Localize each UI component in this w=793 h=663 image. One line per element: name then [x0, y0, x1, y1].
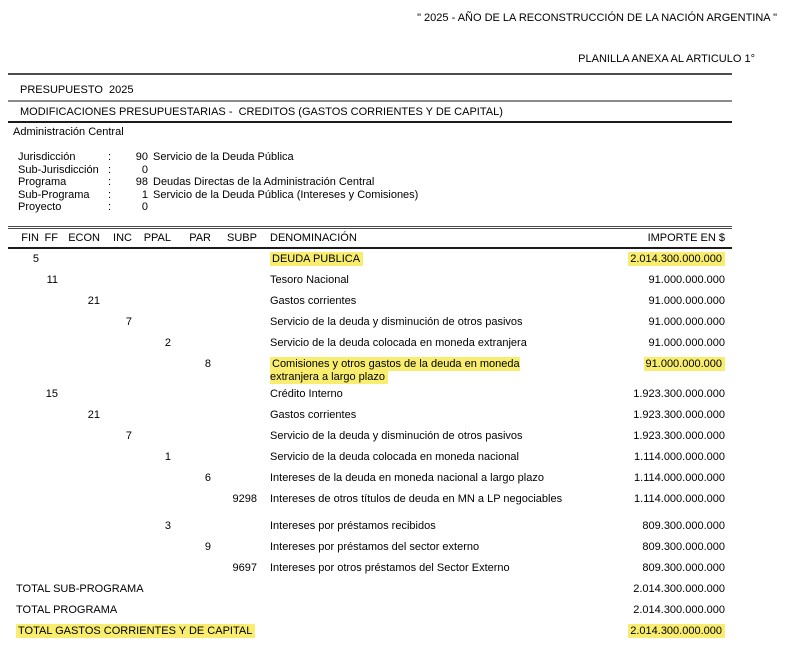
cell-ff: 15: [45, 388, 58, 400]
metadata-value: [148, 164, 658, 177]
cell-subp: [211, 358, 257, 388]
table-row: [8, 337, 732, 358]
cell-ff: [39, 337, 58, 358]
cell-fin: [8, 274, 39, 295]
year-motto: " 2025 - AÑO DE LA RECONSTRUCCIÓN DE LA NACIÓN ARGENTINA ": [417, 12, 777, 24]
cell-denominacion: [257, 409, 625, 430]
cell-inc: [100, 472, 132, 493]
cell-fin: [8, 430, 39, 451]
metadata-label: Programa: [18, 176, 67, 188]
cell-importe: [625, 493, 732, 514]
cell-ppal: [132, 316, 171, 337]
column-header-denominacion: DENOMINACIÓN: [270, 232, 357, 244]
metadata-row: [18, 189, 658, 202]
importe-value: 809.300.000.000: [642, 520, 725, 532]
metadata-separator: :: [108, 201, 112, 213]
table-row: [8, 295, 732, 316]
total-label-text: TOTAL SUB-PROGRAMA: [16, 583, 144, 595]
table-header-rule: [8, 247, 732, 249]
cell-par: [171, 430, 211, 451]
cell-denominacion: [257, 472, 625, 493]
denominacion-text: Gastos corrientes: [270, 295, 357, 307]
cell-subp: [211, 337, 257, 358]
cell-ff: [39, 451, 58, 472]
column-header-fin: FIN: [21, 232, 39, 244]
table-header-row: [8, 229, 732, 247]
budget-title: PRESUPUESTO 2025: [20, 84, 134, 96]
cell-par: 9: [204, 541, 211, 553]
cell-ppal: 2: [164, 337, 171, 349]
total-label: [8, 583, 625, 604]
cell-inc: [100, 274, 132, 295]
cell-importe: [625, 253, 732, 274]
cell-par: 6: [204, 472, 211, 484]
importe-value: 1.114.000.000.000: [634, 472, 725, 484]
metadata-label: Sub-Jurisdicción: [18, 163, 99, 176]
column-header-par: PAR: [189, 232, 211, 244]
denominacion-text: Intereses por préstamos del sector externo: [270, 541, 480, 553]
cell-subp: [211, 409, 257, 430]
cell-inc: 7: [125, 316, 132, 328]
cell-inc: [100, 562, 132, 583]
cell-denominacion: [257, 316, 625, 337]
cell-importe: [625, 430, 732, 451]
cell-fin: [8, 472, 39, 493]
cell-importe: [625, 541, 732, 562]
cell-denominacion: [257, 541, 625, 562]
metadata-code: 0: [141, 201, 148, 213]
cell-inc: [100, 541, 132, 562]
cell-subp: [211, 253, 257, 274]
metadata-value: Servicio de la Deuda Pública: [153, 151, 294, 163]
cell-ppal: [132, 253, 171, 274]
metadata-separator: :: [108, 163, 112, 176]
cell-fin: [8, 541, 39, 562]
cell-ff: [39, 520, 58, 541]
cell-denominacion: [257, 358, 557, 388]
cell-fin: [8, 295, 39, 316]
cell-par: [171, 451, 211, 472]
cell-ppal: 3: [164, 520, 171, 532]
cell-ff: 11: [46, 274, 58, 286]
denominacion-text: Gastos corrientes: [270, 409, 357, 421]
cell-inc: [100, 493, 132, 514]
total-label: [8, 604, 625, 625]
metadata-separator: :: [108, 151, 112, 163]
table-row: [8, 451, 732, 472]
importe-value: 1.114.000.000.000: [634, 493, 725, 505]
cell-denominacion: [257, 493, 625, 514]
metadata-label: Jurisdicción: [18, 151, 76, 163]
importe-value: 91.000.000.000: [648, 274, 725, 286]
cell-econ: [58, 253, 100, 274]
table-row: [8, 562, 732, 583]
annex-title: PLANILLA ANEXA AL ARTICULO 1°: [578, 53, 755, 65]
metadata-separator: :: [108, 176, 112, 188]
cell-inc: [100, 358, 132, 388]
metadata-row: [18, 151, 658, 164]
importe-value: 1.923.300.000.000: [633, 388, 725, 400]
cell-par: [171, 493, 211, 514]
cell-inc: [100, 337, 132, 358]
cell-par: 8: [204, 358, 211, 370]
cell-par: [171, 337, 211, 358]
cell-ppal: [132, 493, 171, 514]
cell-econ: [58, 430, 100, 451]
cell-denominacion: [257, 451, 625, 472]
table-row: [8, 274, 732, 295]
denominacion-text: Servicio de la deuda colocada en moneda extranjera: [270, 337, 527, 349]
metadata-row: [18, 176, 658, 189]
cell-par: [171, 520, 211, 541]
cell-importe: [625, 409, 732, 430]
column-header-ff: FF: [44, 232, 58, 244]
denominacion-text: DEUDA PUBLICA: [270, 252, 363, 266]
cell-ff: [39, 430, 58, 451]
cell-ppal: [132, 472, 171, 493]
cell-fin: [8, 451, 39, 472]
column-header-ppal: PPAL: [143, 232, 171, 244]
cell-fin: [8, 316, 39, 337]
cell-par: [171, 253, 211, 274]
cell-fin: [8, 409, 39, 430]
cell-inc: [100, 451, 132, 472]
cell-subp: [211, 388, 257, 409]
importe-value: 91.000.000.000: [648, 316, 725, 328]
metadata-row: [18, 201, 658, 214]
importe-value: 2.014.300.000.000: [633, 583, 725, 595]
metadata-row: [18, 164, 658, 177]
cell-ff: [39, 358, 58, 388]
cell-subp: [211, 316, 257, 337]
cell-subp: [211, 472, 257, 493]
table-row: [8, 493, 732, 514]
cell-ff: [39, 253, 58, 274]
cell-ppal: [132, 430, 171, 451]
cell-econ: [58, 520, 100, 541]
cell-econ: [58, 541, 100, 562]
cell-importe: [625, 520, 732, 541]
cell-ff: [39, 295, 58, 316]
cell-subp: [211, 295, 257, 316]
cell-ff: [39, 562, 58, 583]
cell-denominacion: [257, 388, 625, 409]
cell-econ: [58, 451, 100, 472]
metadata-label: Proyecto: [18, 201, 62, 213]
cell-par: [171, 562, 211, 583]
cell-denominacion: [257, 520, 625, 541]
metadata-code: 0: [141, 163, 148, 176]
denominacion-text: Servicio de la deuda colocada en moneda nacional: [270, 451, 519, 463]
table-row: [8, 409, 732, 430]
cell-par: [171, 274, 211, 295]
cell-importe: [625, 388, 732, 409]
cell-fin: [8, 337, 39, 358]
cell-subp: 9298: [232, 493, 257, 505]
cell-denominacion: [257, 274, 625, 295]
cell-inc: [100, 409, 132, 430]
horizontal-rule: [8, 73, 732, 75]
total-label-text: TOTAL GASTOS CORRIENTES Y DE CAPITAL: [16, 624, 255, 638]
cell-ppal: [132, 541, 171, 562]
section-title: MODIFICACIONES PRESUPUESTARIAS - CREDITOS (GASTOS CORRIENTES Y DE CAPITAL): [20, 106, 503, 118]
metadata-value: [148, 201, 658, 214]
table-row: [8, 316, 732, 337]
cell-econ: 21: [87, 295, 100, 307]
denominacion-text: Tesoro Nacional: [270, 274, 349, 286]
cell-ppal: [132, 295, 171, 316]
metadata-code: 98: [135, 176, 148, 188]
total-label: [8, 625, 625, 646]
importe-value: 1.923.300.000.000: [633, 409, 725, 421]
cell-inc: [100, 388, 132, 409]
total-importe: [625, 604, 732, 625]
cell-par: [171, 295, 211, 316]
cell-fin: [8, 562, 39, 583]
cell-fin: 5: [32, 253, 39, 265]
admin-scope-label: Administración Central: [13, 126, 124, 138]
program-metadata: [18, 151, 658, 214]
cell-econ: [58, 388, 100, 409]
cell-importe: [625, 472, 732, 493]
cell-ppal: [132, 274, 171, 295]
total-row: [8, 604, 732, 625]
cell-ppal: 1: [164, 451, 171, 463]
cell-subp: [211, 430, 257, 451]
cell-fin: [8, 358, 39, 388]
importe-value: 1.114.000.000.000: [634, 451, 725, 463]
table-row: [8, 430, 732, 451]
cell-importe: [625, 295, 732, 316]
table-row: [8, 472, 732, 493]
cell-ff: [39, 316, 58, 337]
cell-ff: [39, 541, 58, 562]
cell-par: [171, 388, 211, 409]
column-header-subp: SUBP: [227, 232, 257, 244]
cell-econ: [58, 493, 100, 514]
cell-ff: [39, 409, 58, 430]
cell-econ: [58, 337, 100, 358]
cell-ppal: [132, 388, 171, 409]
cell-econ: [58, 358, 100, 388]
cell-ff: [39, 472, 58, 493]
metadata-separator: :: [108, 188, 112, 201]
cell-subp: [211, 451, 257, 472]
denominacion-text: Intereses por préstamos recibidos: [270, 520, 436, 532]
cell-ff: [39, 493, 58, 514]
cell-importe: [625, 451, 732, 472]
denominacion-text: Comisiones y otros gastos de la deuda en moneda extranjera a largo plazo: [270, 358, 520, 383]
importe-value: 2.014.300.000.000: [633, 604, 725, 616]
denominacion-text: Servicio de la deuda y disminución de otros pasivos: [270, 316, 523, 328]
budget-table: [8, 226, 732, 646]
column-header-inc: INC: [113, 232, 132, 244]
cell-ppal: [132, 409, 171, 430]
cell-inc: [100, 295, 132, 316]
horizontal-rule: [8, 121, 732, 123]
cell-denominacion: [257, 430, 625, 451]
cell-importe: [625, 358, 732, 388]
metadata-value: Servicio de la Deuda Pública (Intereses y Comisiones): [153, 188, 419, 201]
cell-denominacion: [257, 253, 625, 274]
table-row: [8, 388, 732, 409]
table-row: [8, 520, 732, 541]
table-row: [8, 541, 732, 562]
metadata-code: 1: [141, 188, 148, 201]
cell-inc: 7: [125, 430, 132, 442]
cell-importe: [625, 562, 732, 583]
cell-par: [171, 409, 211, 430]
table-row: [8, 358, 732, 388]
cell-denominacion: [257, 562, 625, 583]
cell-subp: [211, 274, 257, 295]
cell-subp: [211, 541, 257, 562]
total-label-text: TOTAL PROGRAMA: [16, 604, 118, 616]
importe-value: 91.000.000.000: [648, 295, 725, 307]
importe-value: 1.923.300.000.000: [633, 430, 725, 442]
cell-subp: 9697: [232, 562, 257, 574]
denominacion-text: Crédito Interno: [270, 388, 343, 400]
cell-econ: 21: [87, 409, 100, 421]
denominacion-text: Intereses de la deuda en moneda nacional a largo plazo: [270, 472, 544, 484]
total-importe: [625, 625, 732, 646]
denominacion-text: Intereses por otros préstamos del Sector Externo: [270, 562, 510, 574]
cell-importe: [625, 316, 732, 337]
importe-value: 809.300.000.000: [642, 541, 725, 553]
cell-ppal: [132, 562, 171, 583]
total-importe: [625, 583, 732, 604]
total-row: [8, 583, 732, 604]
horizontal-rule: [8, 100, 732, 102]
column-header-econ: ECON: [68, 232, 100, 244]
importe-value: 91.000.000.000: [644, 357, 725, 371]
cell-econ: [58, 562, 100, 583]
denominacion-text: Intereses de otros títulos de deuda en MN a LP negociables: [270, 493, 563, 505]
cell-subp: [211, 520, 257, 541]
metadata-code: 90: [135, 151, 148, 163]
metadata-label: Sub-Programa: [18, 188, 90, 201]
cell-denominacion: [257, 337, 625, 358]
cell-inc: [100, 520, 132, 541]
cell-fin: [8, 520, 39, 541]
cell-fin: [8, 388, 39, 409]
cell-econ: [58, 316, 100, 337]
table-body: [8, 253, 732, 583]
metadata-value: Deudas Directas de la Administración Central: [153, 176, 375, 188]
importe-value: 2.014.300.000.000: [628, 624, 725, 638]
importe-value: 2.014.300.000.000: [628, 252, 725, 266]
denominacion-text: Servicio de la deuda y disminución de otros pasivos: [270, 430, 523, 442]
cell-econ: [58, 274, 100, 295]
cell-par: [171, 316, 211, 337]
cell-importe: [625, 274, 732, 295]
cell-denominacion: [257, 295, 625, 316]
importe-value: 809.300.000.000: [642, 562, 725, 574]
table-row: [8, 253, 732, 274]
table-totals: [8, 583, 732, 646]
column-header-importe: IMPORTE EN $: [647, 232, 725, 244]
cell-importe: [625, 337, 732, 358]
cell-econ: [58, 472, 100, 493]
cell-fin: [8, 493, 39, 514]
total-row: [8, 625, 732, 646]
cell-ppal: [132, 358, 171, 388]
importe-value: 91.000.000.000: [648, 337, 725, 349]
cell-inc: [100, 253, 132, 274]
